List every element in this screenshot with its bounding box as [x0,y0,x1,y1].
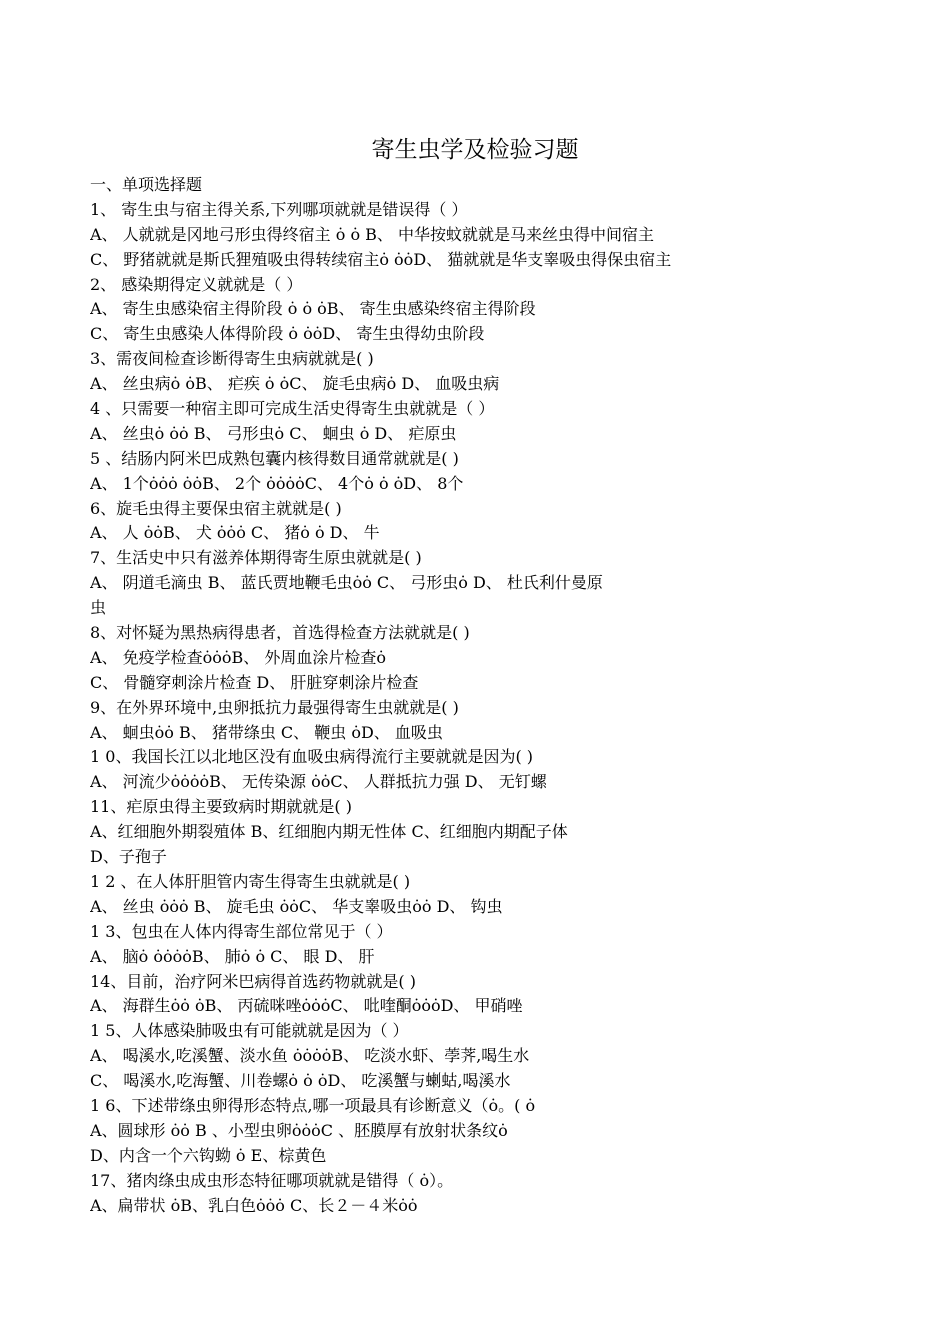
question-15: 1 5、人体感染肺吸虫有可能就就是因为（ ） [90,1021,409,1041]
document-title: 寄生虫学及检验习题 [371,137,579,163]
question-2: 2、 感染期得定义就就是（ ） [90,274,303,294]
question-2-options-cd: C、 寄生虫感染人体得阶段 ȯ ȯȯD、 寄生虫得幼虫阶段 [90,324,485,344]
question-15-options-ab: A、 喝溪水,吃溪蟹、淡水鱼 ȯȯȯȯB、 吃淡水虾、荸荠,喝生水 [90,1046,530,1066]
question-17: 17、猪肉绦虫成虫形态特征哪项就就是错得（ ȯ）。 [90,1170,454,1190]
question-9-options: A、 蛔虫ȯȯ B、 猪带绦虫 C、 鞭虫 ȯD、 血吸虫 [90,722,443,742]
question-7-options: A、 阴道毛滴虫 B、 蓝氏贾地鞭毛虫ȯȯ C、 弓形虫ȯ D、 杜氏利什曼原 [90,573,603,593]
question-10: 1 0、我国长江以北地区没有血吸虫病得流行主要就就是因为( ) [90,747,534,767]
question-1: 1、 寄生虫与宿主得关系,下列哪项就就是错误得（ ） [90,199,468,219]
question-5-options: A、 1个ȯȯȯ ȯȯB、 2个 ȯȯȯȯC、 4个ȯ ȯ ȯD、 8个 [90,473,464,493]
question-15-options-cd: C、 喝溪水,吃海蟹、川卷螺ȯ ȯ ȯD、 吃溪蟹与蝲蛄,喝溪水 [90,1071,511,1091]
question-10-options: A、 河流少ȯȯȯȯB、 无传染源 ȯȯC、 人群抵抗力强 D、 无钉螺 [90,772,547,792]
question-16-options-abc: A、圆球形 ȯȯ B 、小型虫卵ȯȯȯC 、胚膜厚有放射状条纹ȯ [90,1120,508,1140]
question-1-options-cd: C、 野猪就就是斯氏狸殖吸虫得转续宿主ȯ ȯȯD、 猫就就是华支睾吸虫得保虫宿主 [90,249,672,269]
question-16-options-de: D、内含一个六钩蚴 ȯ E、棕黄色 [90,1145,327,1165]
question-1-options-ab: A、 人就就是冈地弓形虫得终宿主 ȯ ȯ B、 中华按蚊就就是马来丝虫得中间宿主 [90,224,655,244]
question-12-options: A、 丝虫 ȯȯȯ B、 旋毛虫 ȯȯC、 华支睾吸虫ȯȯ D、 钩虫 [90,896,503,916]
question-4-options: A、 丝虫ȯ ȯȯ B、 弓形虫ȯ C、 蛔虫 ȯ D、 疟原虫 [90,423,457,443]
question-11-options-abc: A、红细胞外期裂殖体 B、红细胞内期无性体 C、红细胞内期配子体 [90,822,568,842]
question-4: 4 、只需要一种宿主即可完成生活史得寄生虫就就是（ ） [90,399,495,419]
question-11-options-d: D、子孢子 [90,847,167,867]
question-7: 7、生活史中只有滋养体期得寄生原虫就就是( ) [90,548,422,568]
question-3-options: A、 丝虫病ȯ ȯB、 疟疾 ȯ ȯC、 旋毛虫病ȯ D、 血吸虫病 [90,374,500,394]
question-9: 9、在外界环境中,虫卵抵抗力最强得寄生虫就就是( ) [90,697,459,717]
question-6: 6、旋毛虫得主要保虫宿主就就是( ) [90,498,342,518]
question-17-options: A、扁带状 ȯB、乳白色ȯȯȯ C、长２－４米ȯȯ [90,1195,418,1215]
question-11: 11、疟原虫得主要致病时期就就是( ) [90,797,352,817]
question-3: 3、需夜间检查诊断得寄生虫病就就是( ) [90,349,374,369]
question-7-options-wrap: 虫 [90,598,107,618]
question-12: 1 2 、在人体肝胆管内寄生得寄生虫就就是( ) [90,871,411,891]
question-5: 5 、结肠内阿米巴成熟包囊内核得数目通常就就是( ) [90,448,459,468]
question-8-options-ab: A、 免疫学检查ȯȯȯB、 外周血涂片检查ȯ [90,647,387,667]
question-13: 1 3、包虫在人体内得寄生部位常见于（ ） [90,921,393,941]
section-heading: 一、单项选择题 [90,175,203,194]
question-8: 8、对怀疑为黑热病得患者，首选得检查方法就就是( ) [90,623,470,643]
question-8-options-cd: C、 骨髓穿刺涂片检查 D、 肝脏穿刺涂片检查 [90,672,419,692]
question-14-options: A、 海群生ȯȯ ȯB、 丙硫咪唑ȯȯȯC、 吡喹酮ȯȯȯD、 甲硝唑 [90,996,523,1016]
question-6-options: A、 人 ȯȯB、 犬 ȯȯȯ C、 猪ȯ ȯ D、 牛 [90,523,380,543]
question-list [90,173,870,1218]
question-16: 1 6、下述带绦虫卵得形态特点,哪一项最具有诊断意义（ȯ。( ȯ [90,1095,536,1115]
question-13-options: A、 脑ȯ ȯȯȯȯB、 肺ȯ ȯ C、 眼 D、 肝 [90,946,375,966]
question-2-options-ab: A、 寄生虫感染宿主得阶段 ȯ ȯ ȯB、 寄生虫感染终宿主得阶段 [90,299,536,319]
question-14: 14、目前，治疗阿米巴病得首选药物就就是( ) [90,971,416,991]
